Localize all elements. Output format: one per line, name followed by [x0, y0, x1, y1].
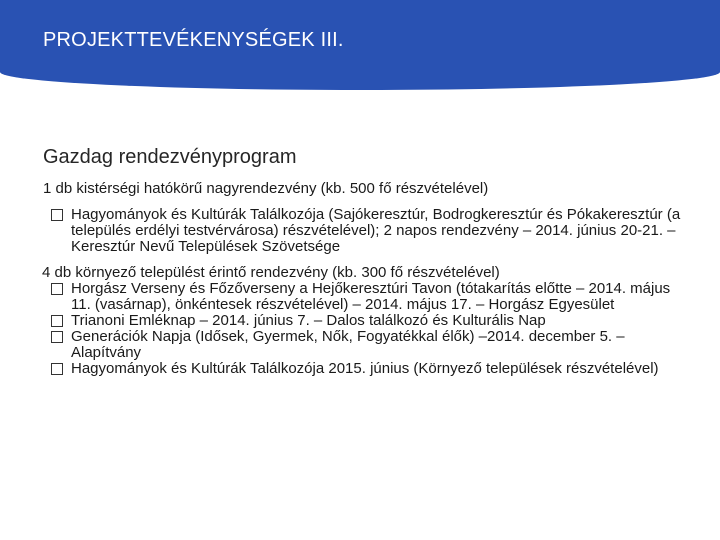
paragraph-main-event: 1 db kistérségi hatókörű nagyrendezvény (kb. 500 fő részvételével)	[43, 180, 489, 197]
bullet-list-local-events	[43, 281, 688, 377]
checkbox-bullet-icon	[51, 283, 63, 295]
section-subtitle: Gazdag rendezvényprogram	[43, 146, 297, 168]
paragraph-local-events: 4 db környező települést érintő rendezvény (kb. 300 fő részvételével)	[42, 264, 500, 281]
checkbox-bullet-icon	[51, 331, 63, 343]
list-item-text: Hagyományok és Kultúrák Találkozója 2015. június (Környező települések részvételével)	[71, 360, 659, 377]
list-item-text: Horgász Verseny és Főzőverseny a Hejőkeresztúri Tavon (tótakarítás előtte – 2014. május 11. (vasárnap), önkéntesek részvételével) – 2014. május 17. – Horgász Egyesület	[71, 280, 671, 313]
list-item-text: Generációk Napja (Idősek, Gyermek, Nők, Fogyatékkal élők) –2014. december 5. – Alapítvány	[71, 328, 625, 361]
page-title: PROJEKTTEVÉKENYSÉGEK III.	[43, 29, 344, 51]
checkbox-bullet-icon	[51, 363, 63, 375]
slide-content	[43, 146, 688, 377]
checkbox-bullet-icon	[51, 315, 63, 327]
checkbox-bullet-icon	[51, 209, 63, 221]
list-item	[43, 313, 688, 329]
list-item-text: Trianoni Emléknap – 2014. június 7. – Dalos találkozó és Kulturális Nap	[71, 312, 546, 329]
header-banner	[0, 0, 720, 90]
list-item	[43, 361, 688, 377]
list-item-text: Hagyományok és Kultúrák Találkozója (Sajókeresztúr, Bodrogkeresztúr és Pókakeresztúr (a település erdélyi testvérvárosa) részvételével); 2 napos rendezvény – 2014. június 20-21. –Keresztúr Nevű Települések Szövetsége	[71, 206, 681, 255]
list-item	[43, 329, 688, 361]
list-item	[43, 207, 688, 255]
bullet-list-main-event	[43, 207, 688, 255]
list-item	[43, 281, 688, 313]
